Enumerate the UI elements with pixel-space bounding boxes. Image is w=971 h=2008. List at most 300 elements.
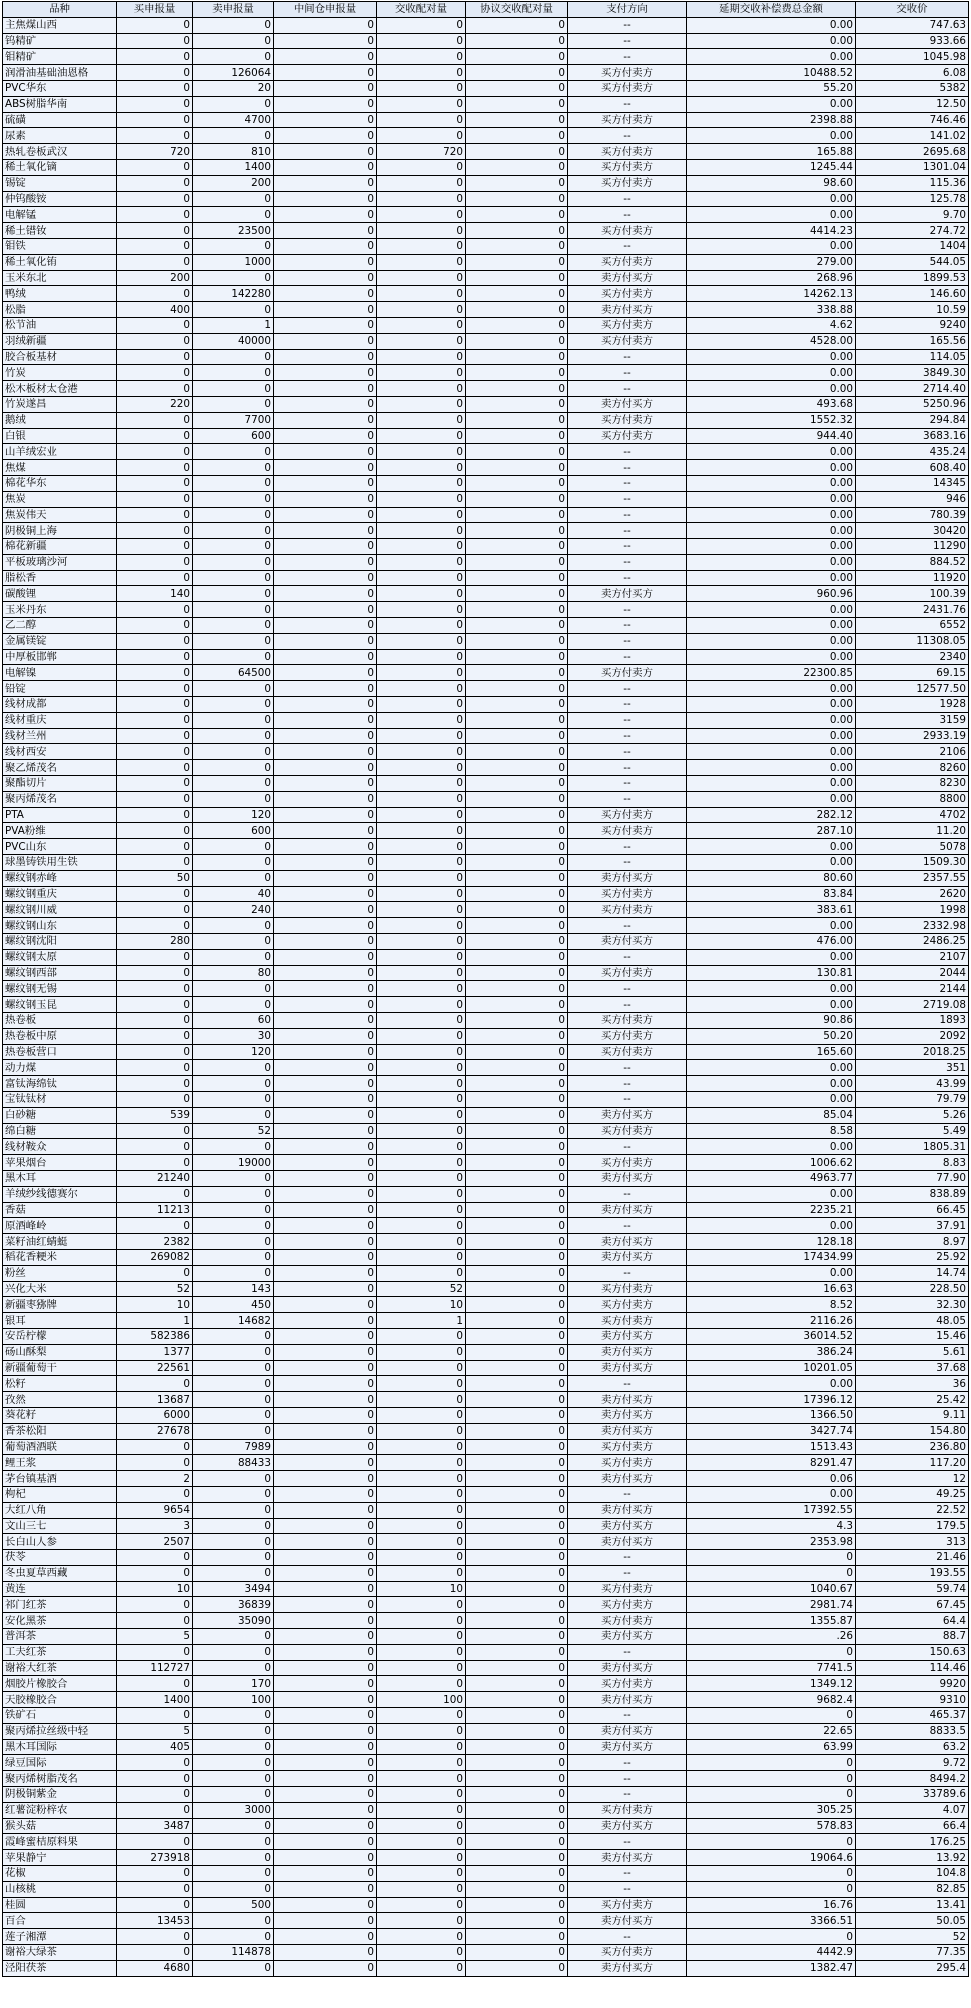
table-row: [3, 381, 969, 397]
compensation-total-cell: 0.06: [687, 1471, 856, 1487]
payment-direction-cell: 卖方付买方: [568, 934, 687, 950]
payment-direction-cell: 卖方付买方: [568, 1913, 687, 1929]
table-row: [3, 1581, 969, 1597]
compensation-total-cell: 0.00: [687, 49, 856, 65]
variety-cell: 钼铁: [3, 238, 117, 254]
intermediate-declared-cell: 0: [274, 776, 377, 792]
intermediate-declared-cell: 0: [274, 1629, 377, 1645]
buy-declared-cell: 0: [117, 460, 193, 476]
matched-cell: 0: [377, 1439, 466, 1455]
delivery-price-cell: 746.46: [856, 112, 969, 128]
agreement-matched-cell: 0: [466, 381, 568, 397]
variety-cell: 莲子湘潭: [3, 1929, 117, 1945]
agreement-matched-cell: 0: [466, 1407, 568, 1423]
intermediate-declared-cell: 0: [274, 128, 377, 144]
table-row: [3, 1565, 969, 1581]
payment-direction-cell: --: [568, 381, 687, 397]
compensation-total-cell: 0.00: [687, 460, 856, 476]
table-row: [3, 539, 969, 555]
buy-declared-cell: 0: [117, 744, 193, 760]
buy-declared-cell: 0: [117, 1881, 193, 1897]
intermediate-declared-cell: 0: [274, 918, 377, 934]
sell-declared-cell: 0: [193, 365, 274, 381]
agreement-matched-cell: 0: [466, 1755, 568, 1771]
col-header-compensation-total: 延期交收补偿费总金额: [687, 2, 856, 18]
delivery-price-cell: 228.50: [856, 1281, 969, 1297]
table-row: [3, 1945, 969, 1961]
sell-declared-cell: 0: [193, 1060, 274, 1076]
matched-cell: 0: [377, 1676, 466, 1692]
compensation-total-cell: 0: [687, 1866, 856, 1882]
payment-direction-cell: --: [568, 554, 687, 570]
delivery-price-cell: 30420: [856, 523, 969, 539]
delivery-price-cell: 1045.98: [856, 49, 969, 65]
buy-declared-cell: 0: [117, 570, 193, 586]
compensation-total-cell: 0.00: [687, 570, 856, 586]
intermediate-declared-cell: 0: [274, 207, 377, 223]
variety-cell: 尿素: [3, 128, 117, 144]
agreement-matched-cell: 0: [466, 1960, 568, 1976]
table-row: [3, 1076, 969, 1092]
variety-cell: 富钛海绵钛: [3, 1076, 117, 1092]
matched-cell: 0: [377, 997, 466, 1013]
table-row: [3, 586, 969, 602]
intermediate-declared-cell: 0: [274, 302, 377, 318]
buy-declared-cell: 0: [117, 33, 193, 49]
compensation-total-cell: 0.00: [687, 33, 856, 49]
intermediate-declared-cell: 0: [274, 1502, 377, 1518]
sell-declared-cell: 0: [193, 1170, 274, 1186]
sell-declared-cell: 0: [193, 1518, 274, 1534]
buy-declared-cell: 0: [117, 1139, 193, 1155]
payment-direction-cell: --: [568, 1881, 687, 1897]
table-row: [3, 1281, 969, 1297]
buy-declared-cell: 0: [117, 981, 193, 997]
variety-cell: 冬虫夏草西藏: [3, 1565, 117, 1581]
buy-declared-cell: 220: [117, 396, 193, 412]
agreement-matched-cell: 0: [466, 1076, 568, 1092]
sell-declared-cell: 0: [193, 128, 274, 144]
compensation-total-cell: 944.40: [687, 428, 856, 444]
compensation-total-cell: 1006.62: [687, 1155, 856, 1171]
delivery-price-cell: 115.36: [856, 175, 969, 191]
delivery-price-cell: 2044: [856, 965, 969, 981]
agreement-matched-cell: 0: [466, 1234, 568, 1250]
intermediate-declared-cell: 0: [274, 1313, 377, 1329]
sell-declared-cell: 0: [193, 618, 274, 634]
agreement-matched-cell: 0: [466, 207, 568, 223]
agreement-matched-cell: 0: [466, 554, 568, 570]
intermediate-declared-cell: 0: [274, 586, 377, 602]
agreement-matched-cell: 0: [466, 1186, 568, 1202]
compensation-total-cell: 0.00: [687, 697, 856, 713]
sell-declared-cell: 1000: [193, 254, 274, 270]
agreement-matched-cell: 0: [466, 1249, 568, 1265]
compensation-total-cell: 0.00: [687, 681, 856, 697]
variety-cell: 白砂糖: [3, 1107, 117, 1123]
compensation-total-cell: 9682.4: [687, 1692, 856, 1708]
variety-cell: 棉花华东: [3, 475, 117, 491]
buy-declared-cell: 0: [117, 1186, 193, 1202]
delivery-price-cell: 176.25: [856, 1834, 969, 1850]
buy-declared-cell: 13453: [117, 1913, 193, 1929]
buy-declared-cell: 0: [117, 1091, 193, 1107]
variety-cell: 螺纹钢山东: [3, 918, 117, 934]
variety-cell: PVA粉维: [3, 823, 117, 839]
table-row: [3, 902, 969, 918]
matched-cell: 0: [377, 1360, 466, 1376]
payment-direction-cell: --: [568, 349, 687, 365]
delivery-price-cell: 8.97: [856, 1234, 969, 1250]
agreement-matched-cell: 0: [466, 191, 568, 207]
variety-cell: 热卷板中原: [3, 1028, 117, 1044]
agreement-matched-cell: 0: [466, 1423, 568, 1439]
delivery-price-cell: 5.49: [856, 1123, 969, 1139]
variety-cell: 竹炭: [3, 365, 117, 381]
buy-declared-cell: 0: [117, 1265, 193, 1281]
delivery-price-cell: 8230: [856, 776, 969, 792]
sell-declared-cell: 0: [193, 918, 274, 934]
matched-cell: 0: [377, 223, 466, 239]
compensation-total-cell: 50.20: [687, 1028, 856, 1044]
intermediate-declared-cell: 0: [274, 1771, 377, 1787]
matched-cell: 0: [377, 1913, 466, 1929]
variety-cell: 棉花新疆: [3, 539, 117, 555]
table-row: [3, 1897, 969, 1913]
compensation-total-cell: 10201.05: [687, 1360, 856, 1376]
variety-cell: 电解镍: [3, 665, 117, 681]
matched-cell: 0: [377, 1155, 466, 1171]
matched-cell: 0: [377, 254, 466, 270]
matched-cell: 0: [377, 1076, 466, 1092]
intermediate-declared-cell: 0: [274, 349, 377, 365]
table-row: [3, 886, 969, 902]
delivery-price-cell: 104.8: [856, 1866, 969, 1882]
table-row: [3, 1376, 969, 1392]
buy-declared-cell: 400: [117, 302, 193, 318]
table-row: [3, 238, 969, 254]
buy-declared-cell: 0: [117, 80, 193, 96]
matched-cell: 0: [377, 870, 466, 886]
table-row: [3, 1028, 969, 1044]
payment-direction-cell: --: [568, 839, 687, 855]
buy-declared-cell: 2507: [117, 1534, 193, 1550]
intermediate-declared-cell: 0: [274, 333, 377, 349]
intermediate-declared-cell: 0: [274, 681, 377, 697]
delivery-price-cell: 313: [856, 1534, 969, 1550]
buy-declared-cell: 273918: [117, 1850, 193, 1866]
table-row: [3, 665, 969, 681]
matched-cell: 0: [377, 1328, 466, 1344]
compensation-total-cell: 0.00: [687, 744, 856, 760]
col-header-payment-direction: 支付方向: [568, 2, 687, 18]
buy-declared-cell: 0: [117, 491, 193, 507]
intermediate-declared-cell: 0: [274, 839, 377, 855]
table-row: [3, 128, 969, 144]
agreement-matched-cell: 0: [466, 223, 568, 239]
delivery-price-cell: 88.7: [856, 1629, 969, 1645]
matched-cell: 0: [377, 1234, 466, 1250]
intermediate-declared-cell: 0: [274, 1881, 377, 1897]
table-row: [3, 444, 969, 460]
table-row: [3, 1170, 969, 1186]
buy-declared-cell: 0: [117, 997, 193, 1013]
variety-cell: 聚丙烯茂名: [3, 791, 117, 807]
agreement-matched-cell: 0: [466, 1518, 568, 1534]
variety-cell: 焦炭伟天: [3, 507, 117, 523]
compensation-total-cell: 493.68: [687, 396, 856, 412]
intermediate-declared-cell: 0: [274, 1218, 377, 1234]
variety-cell: 线材西安: [3, 744, 117, 760]
payment-direction-cell: 买方付卖方: [568, 412, 687, 428]
delivery-price-cell: 2357.55: [856, 870, 969, 886]
delivery-price-cell: 141.02: [856, 128, 969, 144]
payment-direction-cell: --: [568, 1787, 687, 1803]
delivery-price-cell: 8260: [856, 760, 969, 776]
sell-declared-cell: 0: [193, 49, 274, 65]
matched-cell: 0: [377, 1534, 466, 1550]
buy-declared-cell: 0: [117, 1755, 193, 1771]
payment-direction-cell: 买方付卖方: [568, 1281, 687, 1297]
matched-cell: 0: [377, 791, 466, 807]
compensation-total-cell: 0.00: [687, 649, 856, 665]
agreement-matched-cell: 0: [466, 649, 568, 665]
intermediate-declared-cell: 0: [274, 570, 377, 586]
intermediate-declared-cell: 0: [274, 855, 377, 871]
table-row: [3, 1502, 969, 1518]
compensation-total-cell: 22300.85: [687, 665, 856, 681]
table-row: [3, 1518, 969, 1534]
table-row: [3, 618, 969, 634]
payment-direction-cell: 买方付卖方: [568, 1028, 687, 1044]
delivery-price-cell: 49.25: [856, 1486, 969, 1502]
matched-cell: 0: [377, 902, 466, 918]
variety-cell: PTA: [3, 807, 117, 823]
matched-cell: 0: [377, 1945, 466, 1961]
compensation-total-cell: 0.00: [687, 1186, 856, 1202]
delivery-price-cell: 4.07: [856, 1802, 969, 1818]
agreement-matched-cell: 0: [466, 1502, 568, 1518]
buy-declared-cell: 5: [117, 1723, 193, 1739]
delivery-price-cell: 146.60: [856, 286, 969, 302]
delivery-price-cell: 37.68: [856, 1360, 969, 1376]
payment-direction-cell: --: [568, 191, 687, 207]
matched-cell: 0: [377, 317, 466, 333]
sell-declared-cell: 0: [193, 760, 274, 776]
variety-cell: 稀土氧化铕: [3, 254, 117, 270]
table-row: [3, 839, 969, 855]
agreement-matched-cell: 0: [466, 855, 568, 871]
compensation-total-cell: 2116.26: [687, 1313, 856, 1329]
sell-declared-cell: 0: [193, 602, 274, 618]
matched-cell: 0: [377, 1644, 466, 1660]
compensation-total-cell: 1349.12: [687, 1676, 856, 1692]
compensation-total-cell: 2353.98: [687, 1534, 856, 1550]
buy-declared-cell: 0: [117, 1597, 193, 1613]
sell-declared-cell: 0: [193, 570, 274, 586]
intermediate-declared-cell: 0: [274, 381, 377, 397]
matched-cell: 0: [377, 1139, 466, 1155]
table-row: [3, 96, 969, 112]
table-row: [3, 1439, 969, 1455]
agreement-matched-cell: 0: [466, 1360, 568, 1376]
buy-declared-cell: 27678: [117, 1423, 193, 1439]
payment-direction-cell: --: [568, 602, 687, 618]
compensation-total-cell: 0.00: [687, 1060, 856, 1076]
intermediate-declared-cell: 0: [274, 649, 377, 665]
agreement-matched-cell: 0: [466, 665, 568, 681]
variety-cell: 长白山人参: [3, 1534, 117, 1550]
table-row: [3, 1929, 969, 1945]
variety-cell: 新疆枣猕牌: [3, 1297, 117, 1313]
payment-direction-cell: 卖方付买方: [568, 396, 687, 412]
table-row: [3, 1392, 969, 1408]
agreement-matched-cell: 0: [466, 934, 568, 950]
payment-direction-cell: --: [568, 1376, 687, 1392]
agreement-matched-cell: 0: [466, 444, 568, 460]
payment-direction-cell: 卖方付买方: [568, 1471, 687, 1487]
buy-declared-cell: 582386: [117, 1328, 193, 1344]
intermediate-declared-cell: 0: [274, 1139, 377, 1155]
sell-declared-cell: 0: [193, 1344, 274, 1360]
table-row: [3, 1060, 969, 1076]
agreement-matched-cell: 0: [466, 65, 568, 81]
table-row: [3, 365, 969, 381]
agreement-matched-cell: 0: [466, 144, 568, 160]
agreement-matched-cell: 0: [466, 728, 568, 744]
buy-declared-cell: 0: [117, 128, 193, 144]
agreement-matched-cell: 0: [466, 1123, 568, 1139]
compensation-total-cell: 2235.21: [687, 1202, 856, 1218]
matched-cell: 0: [377, 649, 466, 665]
buy-declared-cell: 0: [117, 96, 193, 112]
table-row: [3, 1123, 969, 1139]
payment-direction-cell: 买方付卖方: [568, 65, 687, 81]
payment-direction-cell: 买方付卖方: [568, 902, 687, 918]
compensation-total-cell: 0: [687, 1708, 856, 1724]
compensation-total-cell: 16.63: [687, 1281, 856, 1297]
intermediate-declared-cell: 0: [274, 1328, 377, 1344]
compensation-total-cell: 0.00: [687, 728, 856, 744]
buy-declared-cell: 0: [117, 1771, 193, 1787]
delivery-price-cell: 933.66: [856, 33, 969, 49]
buy-declared-cell: 0: [117, 1486, 193, 1502]
variety-cell: 润滑油基础油恩格: [3, 65, 117, 81]
intermediate-declared-cell: 0: [274, 1644, 377, 1660]
table-row: [3, 1755, 969, 1771]
intermediate-declared-cell: 0: [274, 1107, 377, 1123]
compensation-total-cell: 0.00: [687, 554, 856, 570]
intermediate-declared-cell: 0: [274, 365, 377, 381]
variety-cell: 泾阳茯茶: [3, 1960, 117, 1976]
payment-direction-cell: 买方付卖方: [568, 807, 687, 823]
buy-declared-cell: 0: [117, 17, 193, 33]
payment-direction-cell: 卖方付买方: [568, 1407, 687, 1423]
sell-declared-cell: 0: [193, 1376, 274, 1392]
delivery-price-cell: 33789.6: [856, 1787, 969, 1803]
delivery-price-cell: 179.5: [856, 1518, 969, 1534]
table-row: [3, 1407, 969, 1423]
agreement-matched-cell: 0: [466, 1771, 568, 1787]
buy-declared-cell: 0: [117, 238, 193, 254]
sell-declared-cell: 0: [193, 349, 274, 365]
variety-cell: 原酒峰岭: [3, 1218, 117, 1234]
compensation-total-cell: 287.10: [687, 823, 856, 839]
payment-direction-cell: --: [568, 1218, 687, 1234]
delivery-price-cell: 1404: [856, 238, 969, 254]
table-row: [3, 1834, 969, 1850]
table-row: [3, 1850, 969, 1866]
variety-cell: 动力煤: [3, 1060, 117, 1076]
payment-direction-cell: 卖方付买方: [568, 1202, 687, 1218]
compensation-total-cell: 0.00: [687, 1076, 856, 1092]
matched-cell: 0: [377, 539, 466, 555]
variety-cell: 螺纹钢太原: [3, 949, 117, 965]
matched-cell: 0: [377, 1723, 466, 1739]
payment-direction-cell: --: [568, 444, 687, 460]
buy-declared-cell: 0: [117, 112, 193, 128]
sell-declared-cell: 600: [193, 823, 274, 839]
agreement-matched-cell: 0: [466, 1802, 568, 1818]
variety-cell: 苹果烟台: [3, 1155, 117, 1171]
matched-cell: 1: [377, 1313, 466, 1329]
payment-direction-cell: 买方付卖方: [568, 317, 687, 333]
matched-cell: 0: [377, 1423, 466, 1439]
agreement-matched-cell: 0: [466, 175, 568, 191]
sell-declared-cell: 7989: [193, 1439, 274, 1455]
table-row: [3, 1344, 969, 1360]
agreement-matched-cell: 0: [466, 1787, 568, 1803]
payment-direction-cell: 买方付卖方: [568, 428, 687, 444]
intermediate-declared-cell: 0: [274, 697, 377, 713]
sell-declared-cell: 810: [193, 144, 274, 160]
matched-cell: 0: [377, 981, 466, 997]
buy-declared-cell: 0: [117, 1945, 193, 1961]
compensation-total-cell: 0: [687, 1550, 856, 1566]
matched-cell: 0: [377, 760, 466, 776]
table-row: [3, 776, 969, 792]
variety-cell: 谢裕大绿茶: [3, 1945, 117, 1961]
delivery-price-cell: 14345: [856, 475, 969, 491]
intermediate-declared-cell: 0: [274, 1534, 377, 1550]
matched-cell: 0: [377, 1960, 466, 1976]
compensation-total-cell: 17396.12: [687, 1392, 856, 1408]
payment-direction-cell: 买方付卖方: [568, 175, 687, 191]
table-row: [3, 396, 969, 412]
sell-declared-cell: 142280: [193, 286, 274, 302]
buy-declared-cell: 3: [117, 1518, 193, 1534]
delivery-price-cell: 59.74: [856, 1581, 969, 1597]
matched-cell: 0: [377, 965, 466, 981]
payment-direction-cell: --: [568, 712, 687, 728]
table-row: [3, 1471, 969, 1487]
agreement-matched-cell: 0: [466, 49, 568, 65]
intermediate-declared-cell: 0: [274, 618, 377, 634]
buy-declared-cell: 200: [117, 270, 193, 286]
sell-declared-cell: 0: [193, 207, 274, 223]
intermediate-declared-cell: 0: [274, 539, 377, 555]
agreement-matched-cell: 0: [466, 1265, 568, 1281]
delivery-price-cell: 25.92: [856, 1249, 969, 1265]
agreement-matched-cell: 0: [466, 1044, 568, 1060]
sell-declared-cell: 0: [193, 1629, 274, 1645]
delivery-price-cell: 9.70: [856, 207, 969, 223]
compensation-total-cell: 63.99: [687, 1739, 856, 1755]
sell-declared-cell: 0: [193, 649, 274, 665]
sell-declared-cell: 0: [193, 1881, 274, 1897]
intermediate-declared-cell: 0: [274, 1945, 377, 1961]
compensation-total-cell: 2981.74: [687, 1597, 856, 1613]
